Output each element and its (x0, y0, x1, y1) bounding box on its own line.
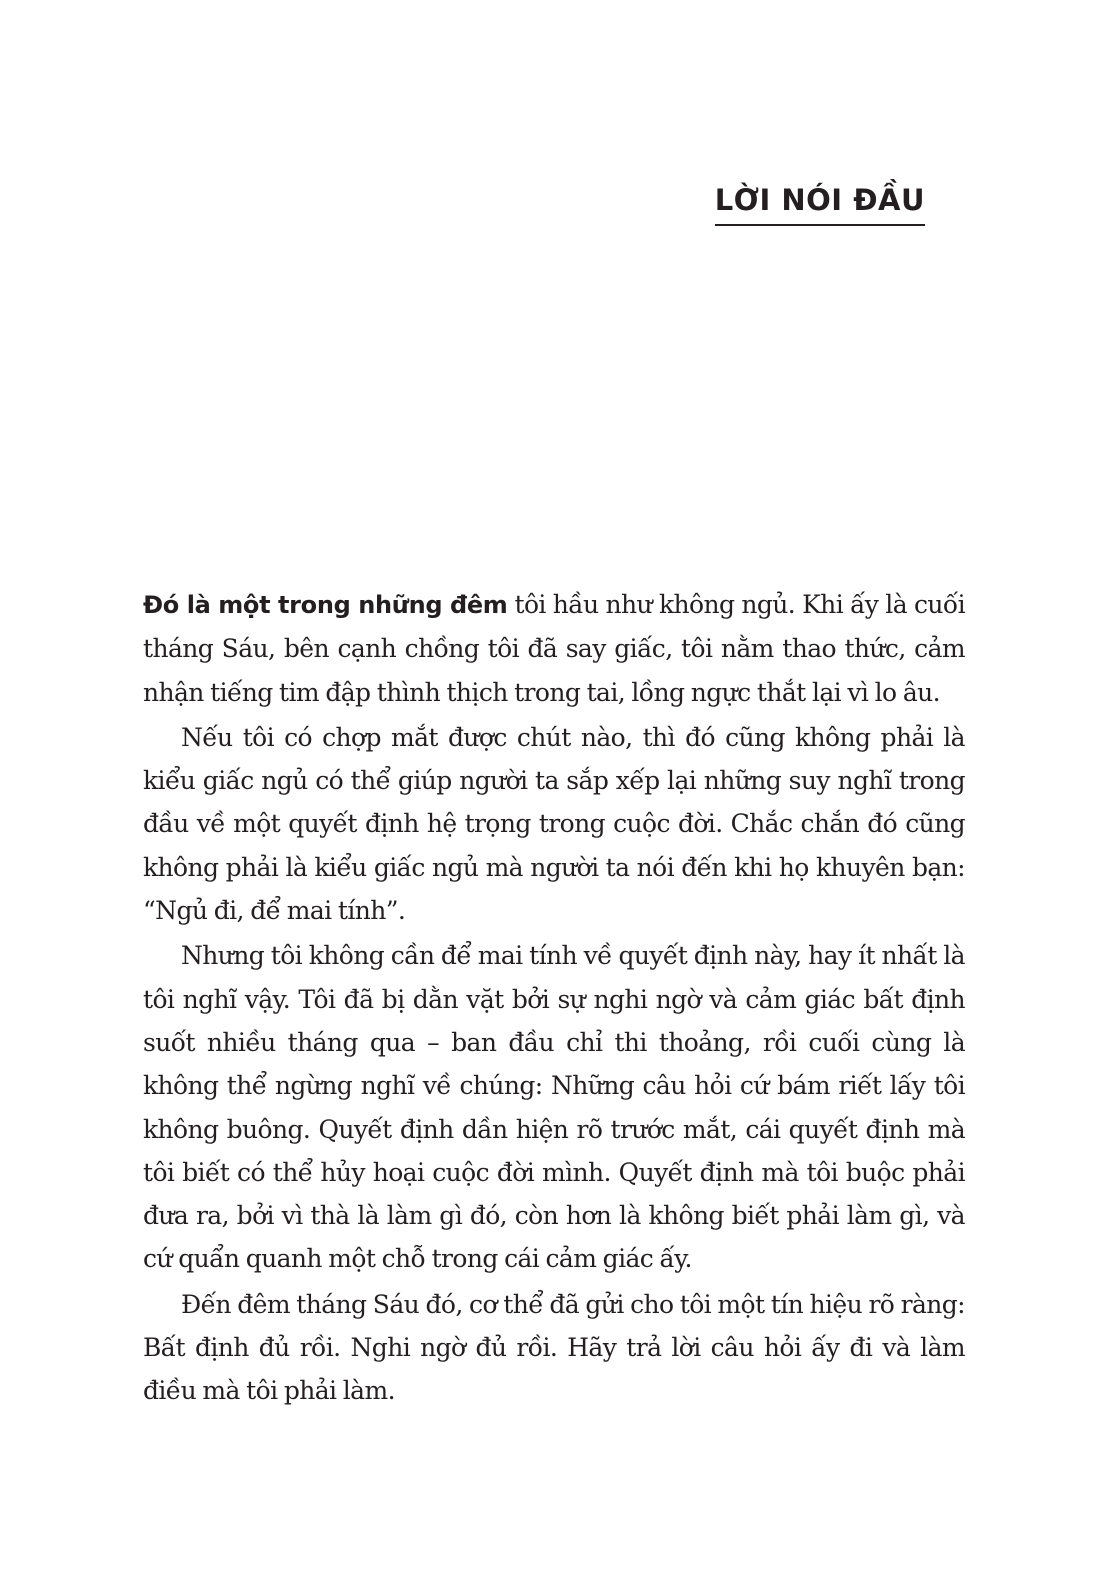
chapter-body (143, 583, 965, 1413)
paragraph-4: Đến đêm tháng Sáu đó, cơ thể đã gửi cho tôi một tín hiệu rõ ràng: Bất định đủ rồi. Nghi ngờ đủ rồi. Hãy trả lời câu hỏi ấy đi và làm điều mà tôi phải làm. (143, 1289, 965, 1406)
paragraph-3: Nhưng tôi không cần để mai tính về quyết định này, hay ít nhất là tôi nghĩ vậy. Tôi đã bị dằn vặt bởi sự nghi ngờ và cảm giác bất định suốt nhiều tháng qua – ban đầu chỉ thi thoảng, rồi cuối cùng là không thể ngừng nghĩ về chúng: Những câu hỏi cứ bám riết lấy tôi không buông. Quyết định dần hiện rõ trước mắt, cái quyết định mà tôi biết có thể hủy hoại cuộc đời mình. Quyết định mà tôi buộc phải đưa ra, bởi vì thà là làm gì đó, còn hơn là không biết phải làm gì, và cứ quẩn quanh một chỗ trong cái cảm giác ấy. (143, 941, 965, 1274)
chapter-title: LỜI NÓI ĐẦU (715, 186, 925, 226)
paragraph-2: Nếu tôi có chợp mắt được chút nào, thì đó cũng không phải là kiểu giấc ngủ có thể giúp người ta sắp xếp lại những suy nghĩ trong đầu về một quyết định hệ trọng trong cuộc đời. Chắc chắn đó cũng không phải là kiểu giấc ngủ mà người ta nói đến khi họ khuyên bạn: “Ngủ đi, để mai tính”. (143, 722, 965, 926)
paragraph-1 (143, 583, 965, 714)
lead-in-text: Đó là một trong những đêm (143, 591, 508, 619)
paragraph-1-text: tôi hầu như không ngủ. Khi ấy là cuối tháng Sáu, bên cạnh chồng tôi đã say giấc, tôi nằm thao thức, cảm nhận tiếng tim đập thình thịch trong tai, lồng ngực thắt lại vì lo âu. (143, 590, 965, 707)
